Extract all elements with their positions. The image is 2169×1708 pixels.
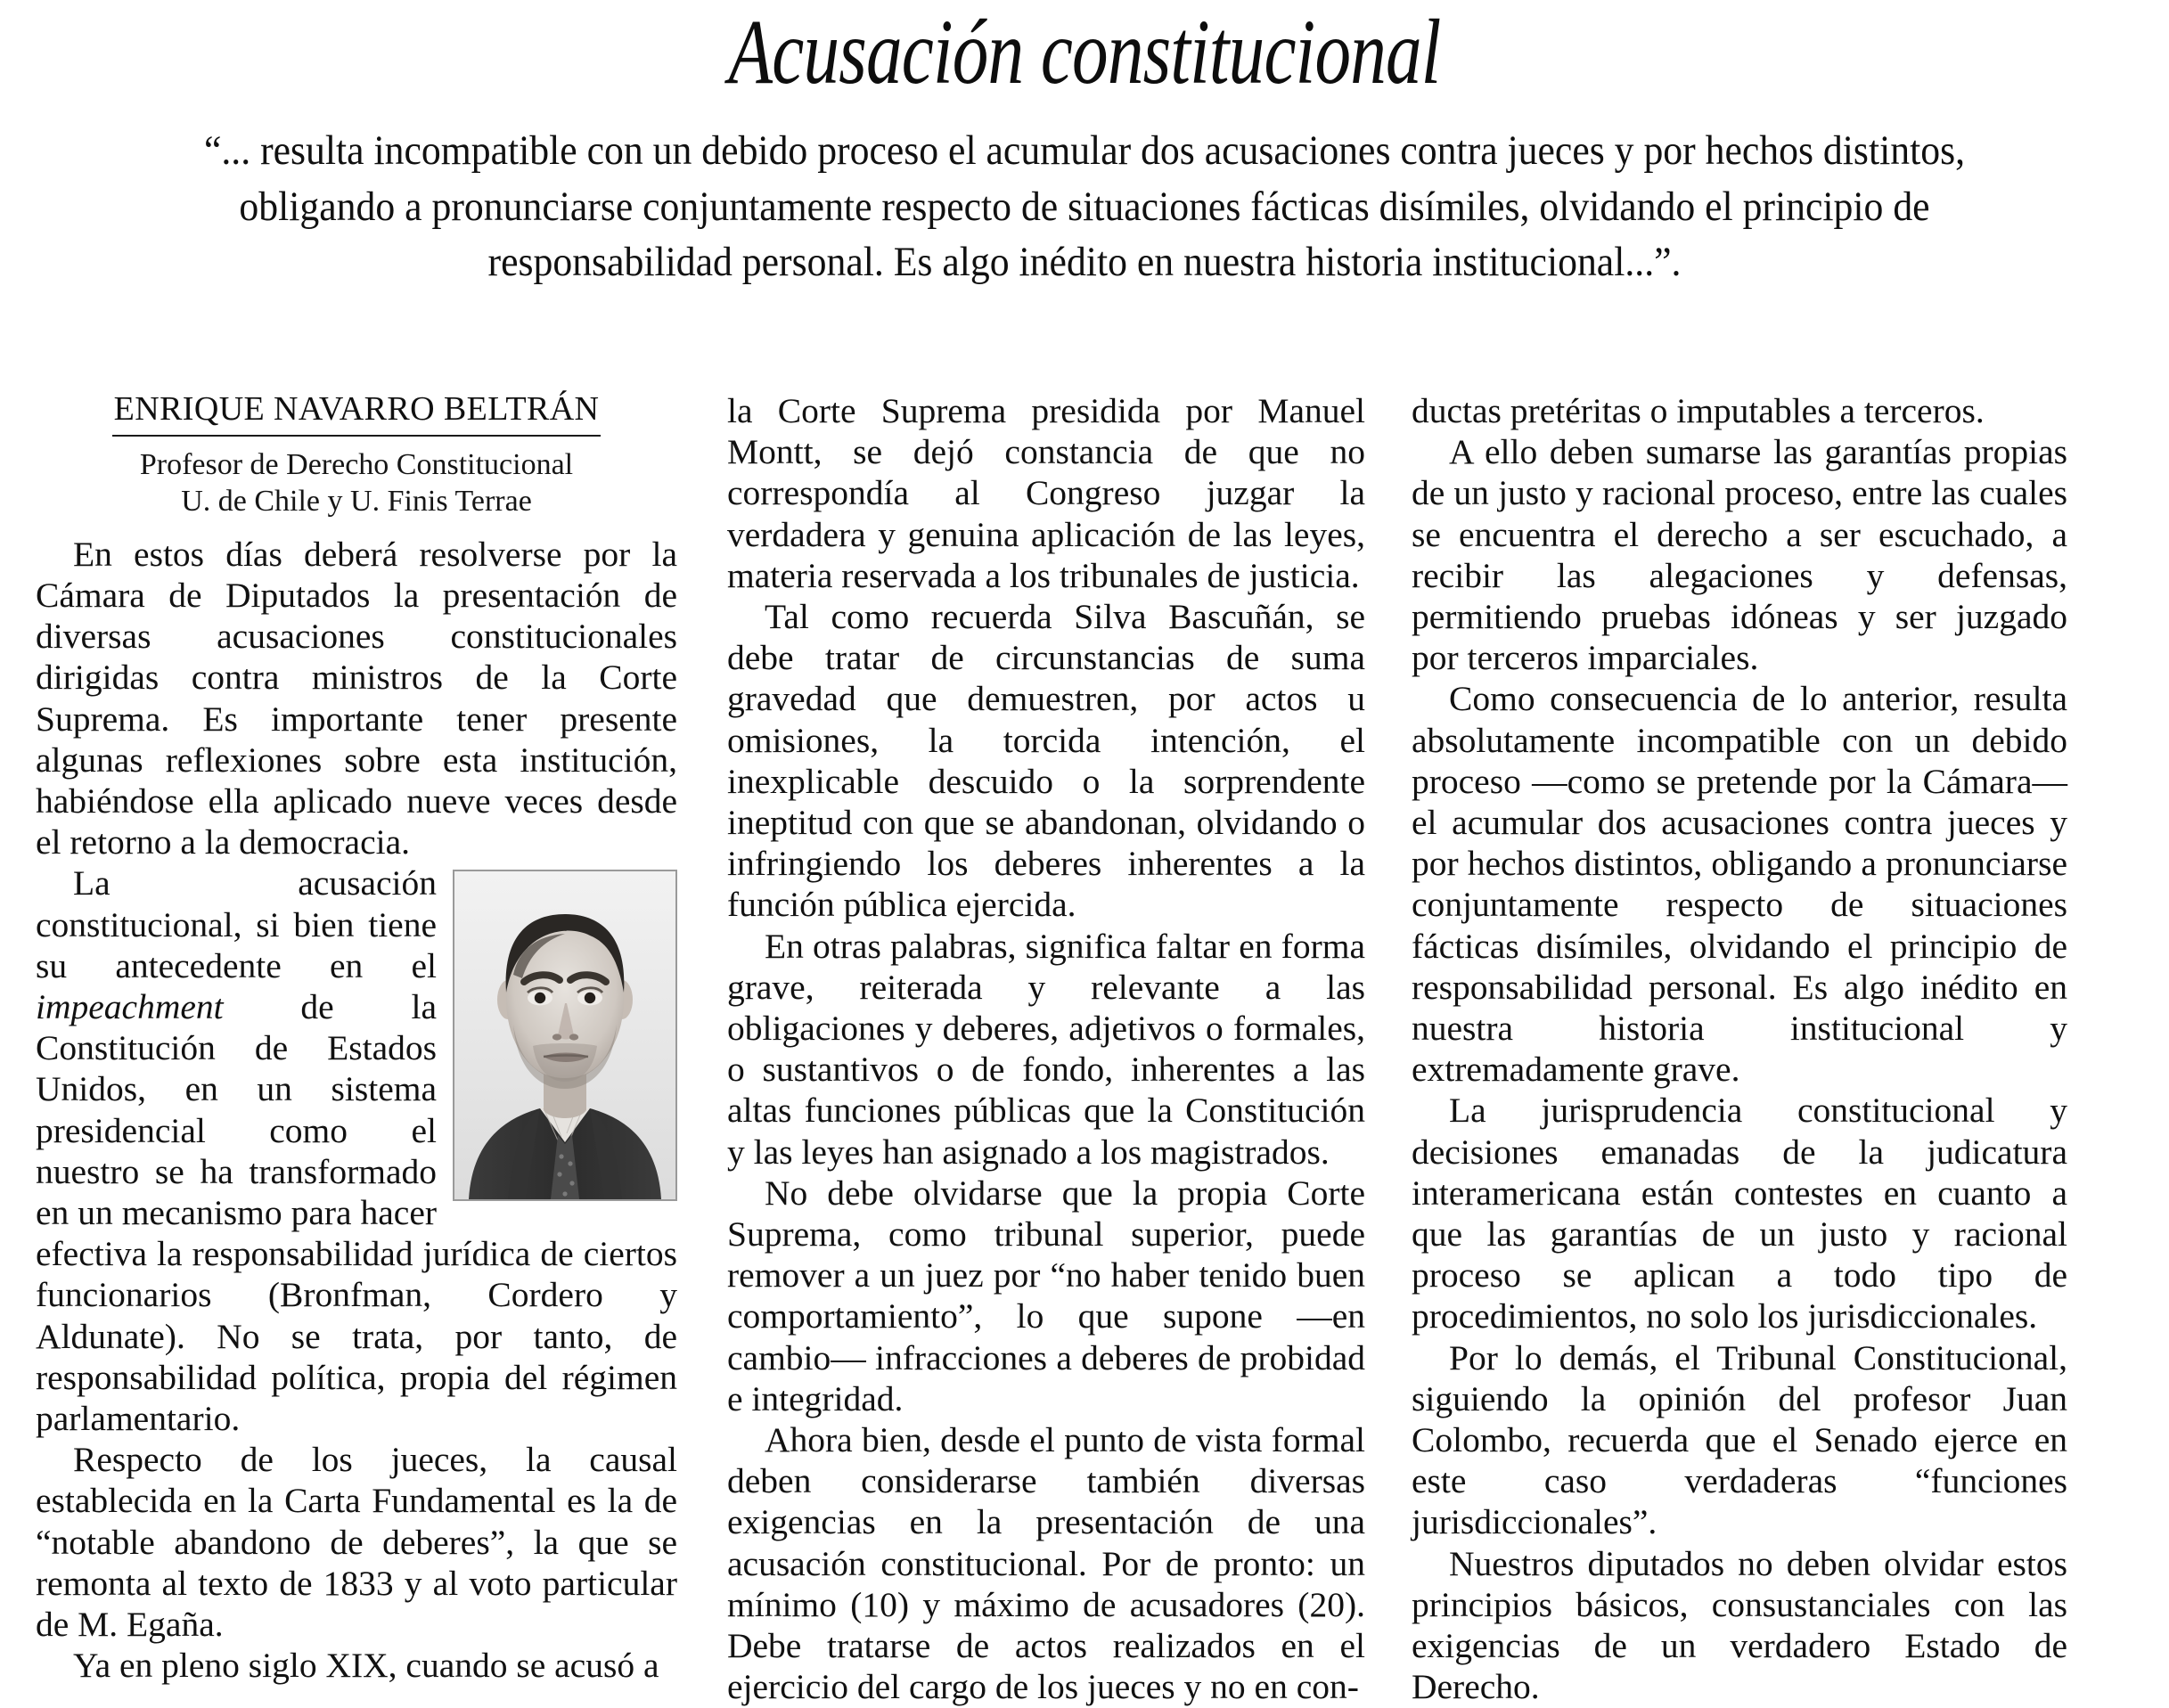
paragraph: En estos días deberá resolverse por la Cámara de Diputados la presentación de diversas acusaciones constitucionales dirigidas contra ministros de la Corte Suprema. Es importante tener presente algunas reflexiones sobre esta institución, habiéndose ella aplicado nueve veces desde el retorno a la democracia.	[36, 534, 677, 862]
portrait-illustration	[454, 871, 675, 1199]
byline	[36, 390, 677, 519]
paragraph: Ahora bien, desde el punto de vista formal deben considerarse también diversas exigencias en la presentación de una acusación constitucional. Por de pronto: un mínimo (10) y máximo de acusadores (20). Debe tratarse de actos realizados en el ejercicio del cargo de los jueces y no en con-	[727, 1420, 1365, 1707]
author-portrait-photo	[453, 870, 677, 1201]
paragraph: A ello deben sumarse las garantías propias de un justo y racional proceso, entre las cuales se encuentra el derecho a ser escuchado, a recibir las alegaciones y defensas, permitiendo pruebas idóneas y ser juzgado por terceros imparciales.	[1412, 432, 2067, 678]
paragraph: ductas pretéritas o imputables a terceros.	[1412, 391, 1985, 430]
article-column-2	[713, 390, 1390, 1707]
byline-author-name: ENRIQUE NAVARRO BELTRÁN	[112, 390, 602, 437]
column-3-body	[1412, 390, 2067, 1708]
page-title: Acusación constitucional	[728, 1, 1441, 103]
deck-text: “... resulta incompatible con un debido proceso el acumular dos acusaciones contra jueces y por hechos distintos, obligando a pronunciarse conjuntamente respecto de situaciones fácticas disímiles, olvidando el principio de responsabilidad personal. Es algo inédito en nuestra historia institucional...”.	[203, 127, 1966, 286]
paragraph: Respecto de los jueces, la causal establecida en la Carta Fundamental es la de “notable abandono de deberes”, la que se remonta al texto de 1833 y al voto particular de M. Egaña.	[36, 1440, 677, 1645]
paragraph: No debe olvidarse que la propia Corte Suprema, como tribunal superior, puede remover a un juez por “no haber tenido buen comportamiento”, lo que supone —en cambio— infracciones a deberes de probidad e integridad.	[727, 1173, 1365, 1418]
paragraph: La acusación constitucional, si bien tiene su antecedente en el impeachment de la Constitución de Estados Unidos, en un sistema presidencial como el nuestro se ha transformado en un mecanismo para hacer efectiva la responsabilidad jurídica de ciertos funcionarios (Bronfman, Cordero y Aldunate). No se trata, por tanto, de responsabilidad política, propia del régimen parlamentario.	[36, 863, 677, 1439]
paragraph: Tal como recuerda Silva Bascuñán, se debe tratar de circunstancias de suma gravedad que demuestren, por actos u omisiones, la torcida intención, el inexplicable descuido o la sorprendente ineptitud con que se abandonan, olvidando o infringiendo los deberes inherentes a la función pública ejercida.	[727, 597, 1365, 925]
newspaper-article-page	[0, 1, 2169, 1707]
paragraph: Nuestros diputados no deben olvidar estos principios básicos, consustanciales con las exigencias de un verdadero Estado de Derecho.	[1412, 1543, 2067, 1707]
paragraph: Por lo demás, el Tribunal Constitucional, siguiendo la opinión del profesor Juan Colombo, recuerda que el Senado ejerce en este caso verdaderas “funciones jurisdiccionales”.	[1412, 1337, 2067, 1542]
article-column-3	[1390, 390, 2067, 1707]
article-column-1	[36, 390, 713, 1686]
byline-author-role	[36, 446, 677, 519]
byline-role-line-2: U. de Chile y U. Finis Terrae	[181, 484, 532, 518]
article-columns	[36, 390, 2133, 1707]
column-1-body	[36, 534, 677, 1687]
paragraph: la Corte Suprema presidida por Manuel Montt, se dejó constancia de que no correspondía al Congreso juzgar la verdadera y genuina aplicación de las leyes, materia reservada a los tribunales de justicia.	[727, 391, 1365, 595]
paragraph: En otras palabras, significa faltar en forma grave, reiterada y relevante a las obligaciones y deberes, adjetivos o formales, o sustantivos o de fondo, inherentes a las altas funciones públicas que la Constitución y las leyes han asignado a los magistrados.	[727, 926, 1365, 1172]
article-deck	[135, 123, 2034, 290]
paragraph: La jurisprudencia constitucional y decisiones emanadas de la judicatura interamericana están contestes en cuanto a que las garantías de un justo y racional proceso se aplican a todo tipo de procedimientos, no solo los jurisdiccionales.	[1412, 1091, 2067, 1336]
paragraph: Como consecuencia de lo anterior, resulta absolutamente incompatible con un debido proceso —como se pretende por la Cámara— el acumular dos acusaciones contra jueces y por hechos distintos, obligando a pronunciarse conjuntamente respecto de situaciones fácticas disímiles, olvidando el principio de responsabilidad personal. Es algo inédito en nuestra historia institucional y extremadamente grave.	[1412, 679, 2067, 1090]
byline-role-line-1: Profesor de Derecho Constitucional	[139, 447, 574, 481]
paragraph: Ya en pleno siglo XIX, cuando se acusó a	[73, 1646, 659, 1686]
column-2-body	[727, 390, 1365, 1708]
